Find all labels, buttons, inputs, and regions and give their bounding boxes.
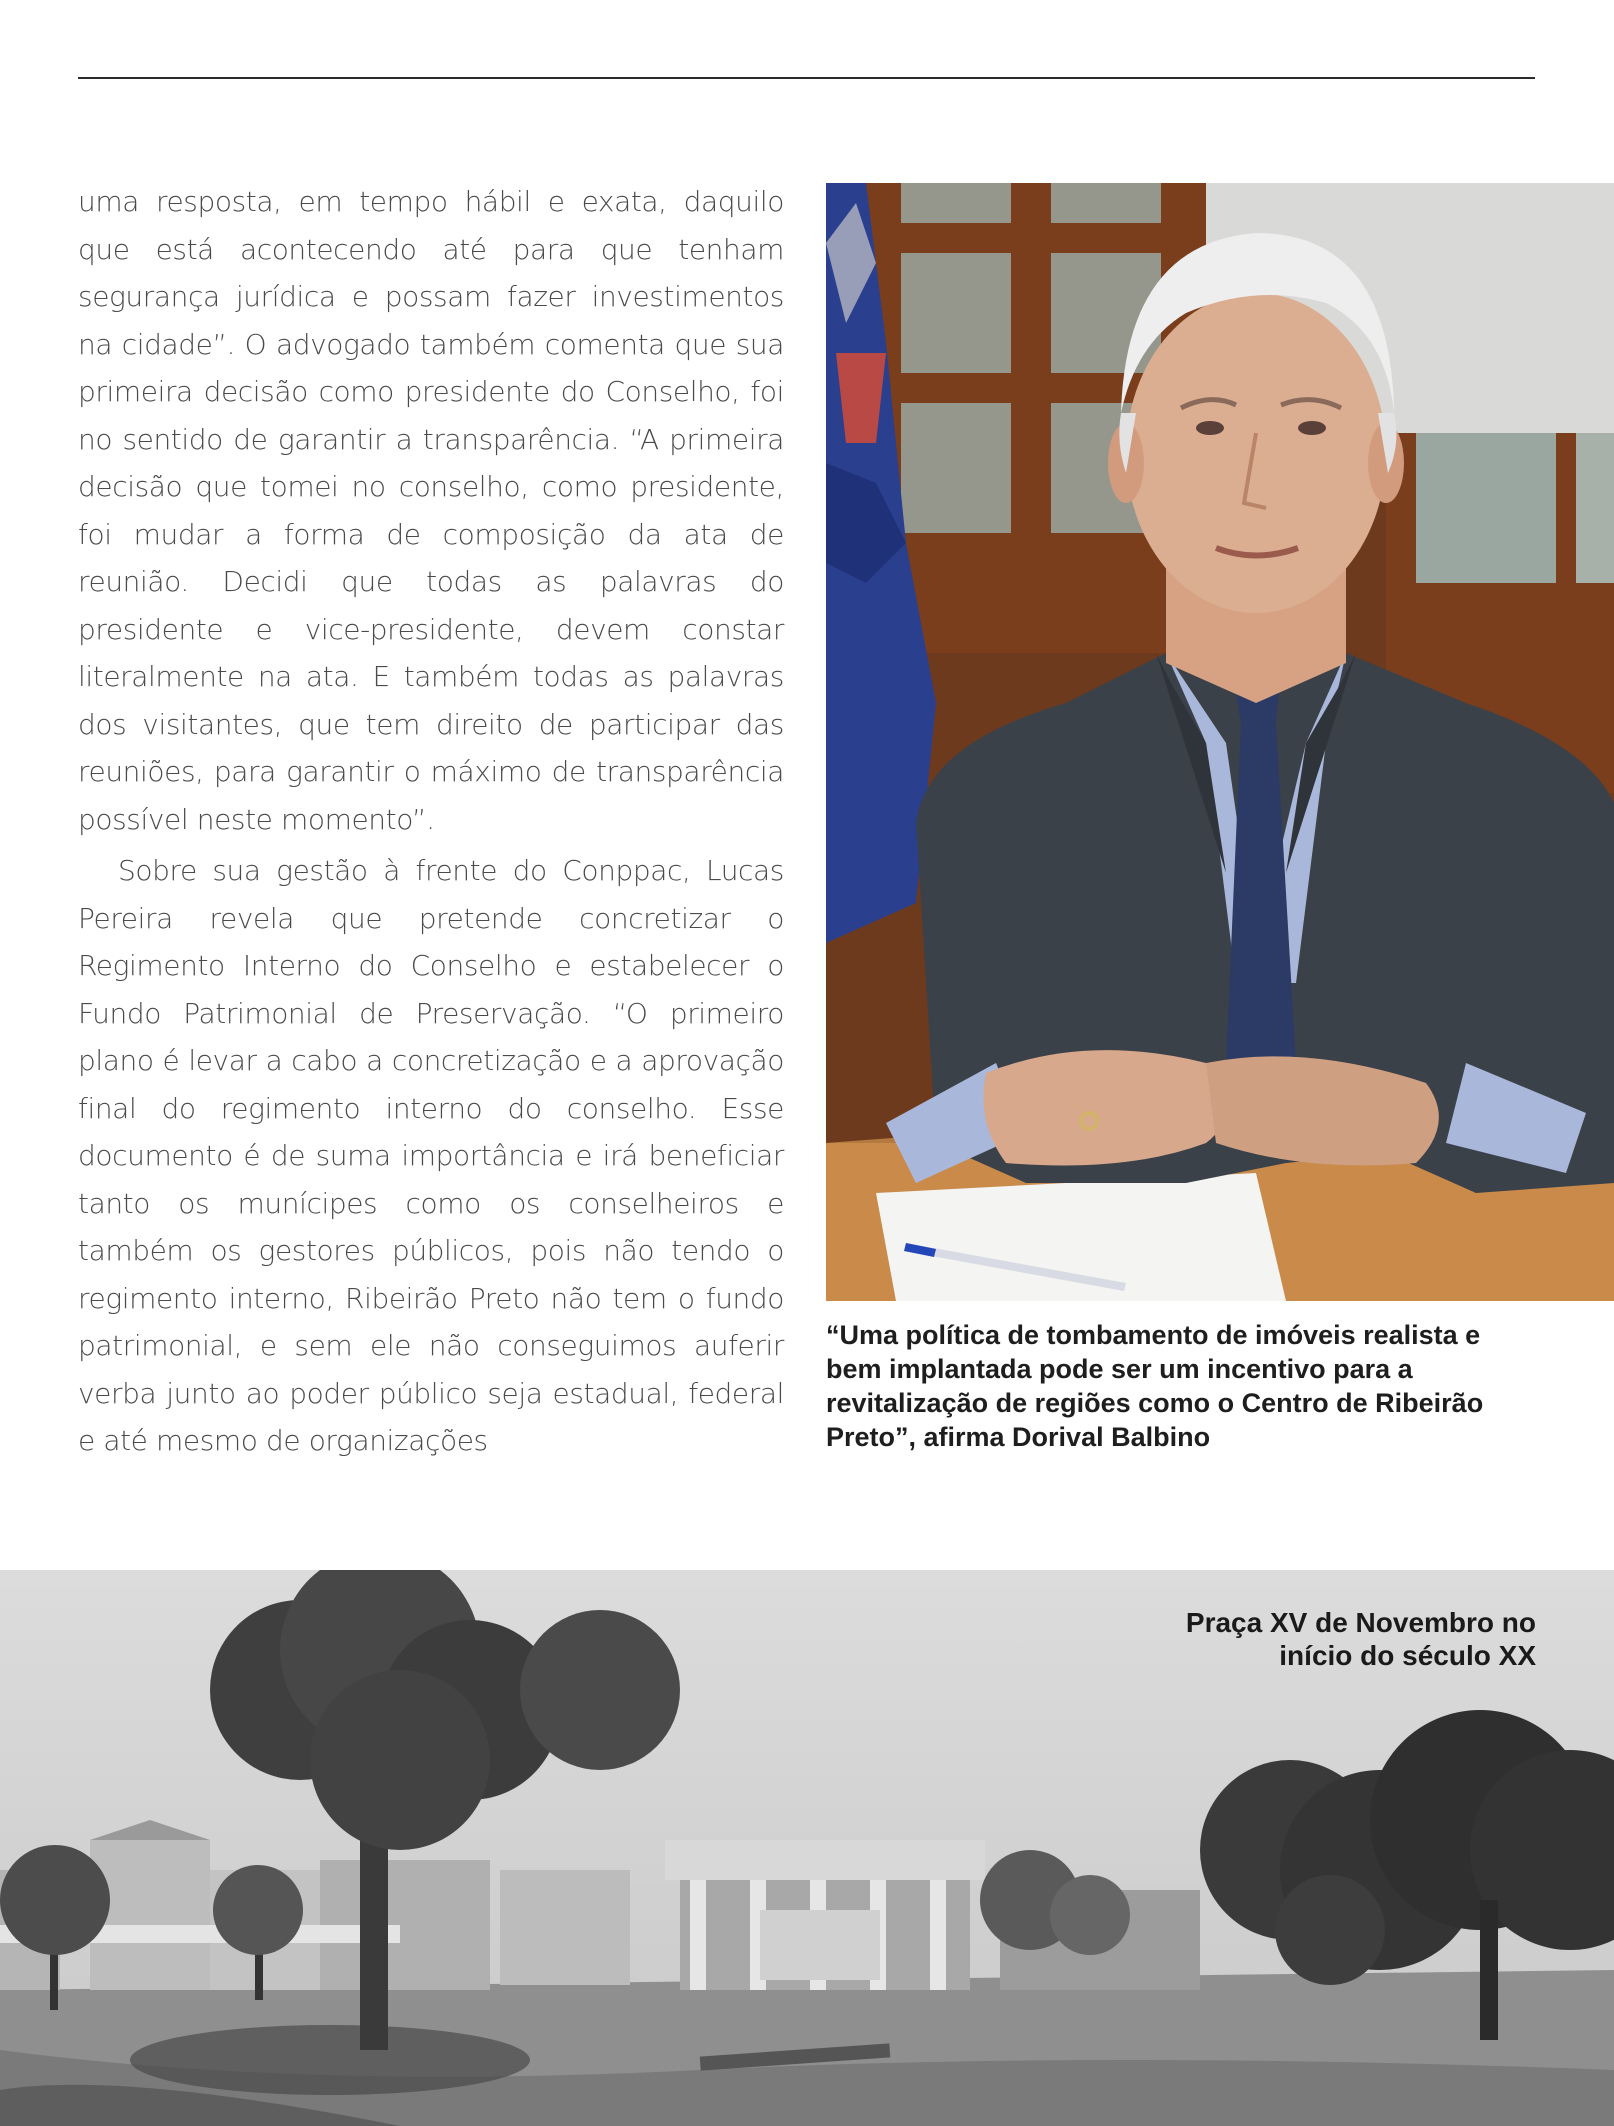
historic-photo-caption-line-2: início do século XX [1279,1640,1536,1671]
historic-photo-caption [1036,1606,1536,1672]
historic-photo-caption-line-1: Praça XV de Novembro no [1185,1607,1536,1638]
article-paragraph-2: Sobre sua gestão à frente do Conppac, Lucas Pereira revela que pretende concretizar o Regimento Interno do Conselho e estabelecer o Fundo Patrimonial de Preservação. “O primeiro plano é levar a cabo a concretização e a aprovação final do regimento interno do conselho. Esse documento é de suma importância e irá beneficiar tanto os munícipes como os conselheiros e também os gestores públicos, pois não tendo o regimento interno, Ribeirão Preto não tem o fundo patrimonial, e sem ele não conseguimos auferir verba junto ao poder público seja estadual, federal e até mesmo de organizações [78,854,784,1457]
article-body [78,178,784,1465]
top-rule [78,77,1535,79]
portrait-caption: “Uma política de tombamento de imóveis realista e bem implantada pode ser um incentivo para a revitalização de regiões como o Centro de Ribeirão Preto”, afirma Dorival Balbino [826,1320,1484,1452]
article-paragraph-1: uma resposta, em tempo hábil e exata, daquilo que está acontecendo até para que tenham segurança jurídica e possam fazer investimentos na cidade”. O advogado também comenta que sua primeira decisão como presidente do Conselho, foi no sentido de garantir a transparência. “A primeira decisão que tomei no conselho, como presidente, foi mudar a forma de composição da ata de reunião. Decidi que todas as palavras do presidente e vice-presidente, devem constar literalmente na ata. E também todas as palavras dos visitantes, que tem direito de participar das reuniões, para garantir o máximo de transparência possível neste momento”. [78,185,784,836]
portrait-photo [826,183,1614,1301]
